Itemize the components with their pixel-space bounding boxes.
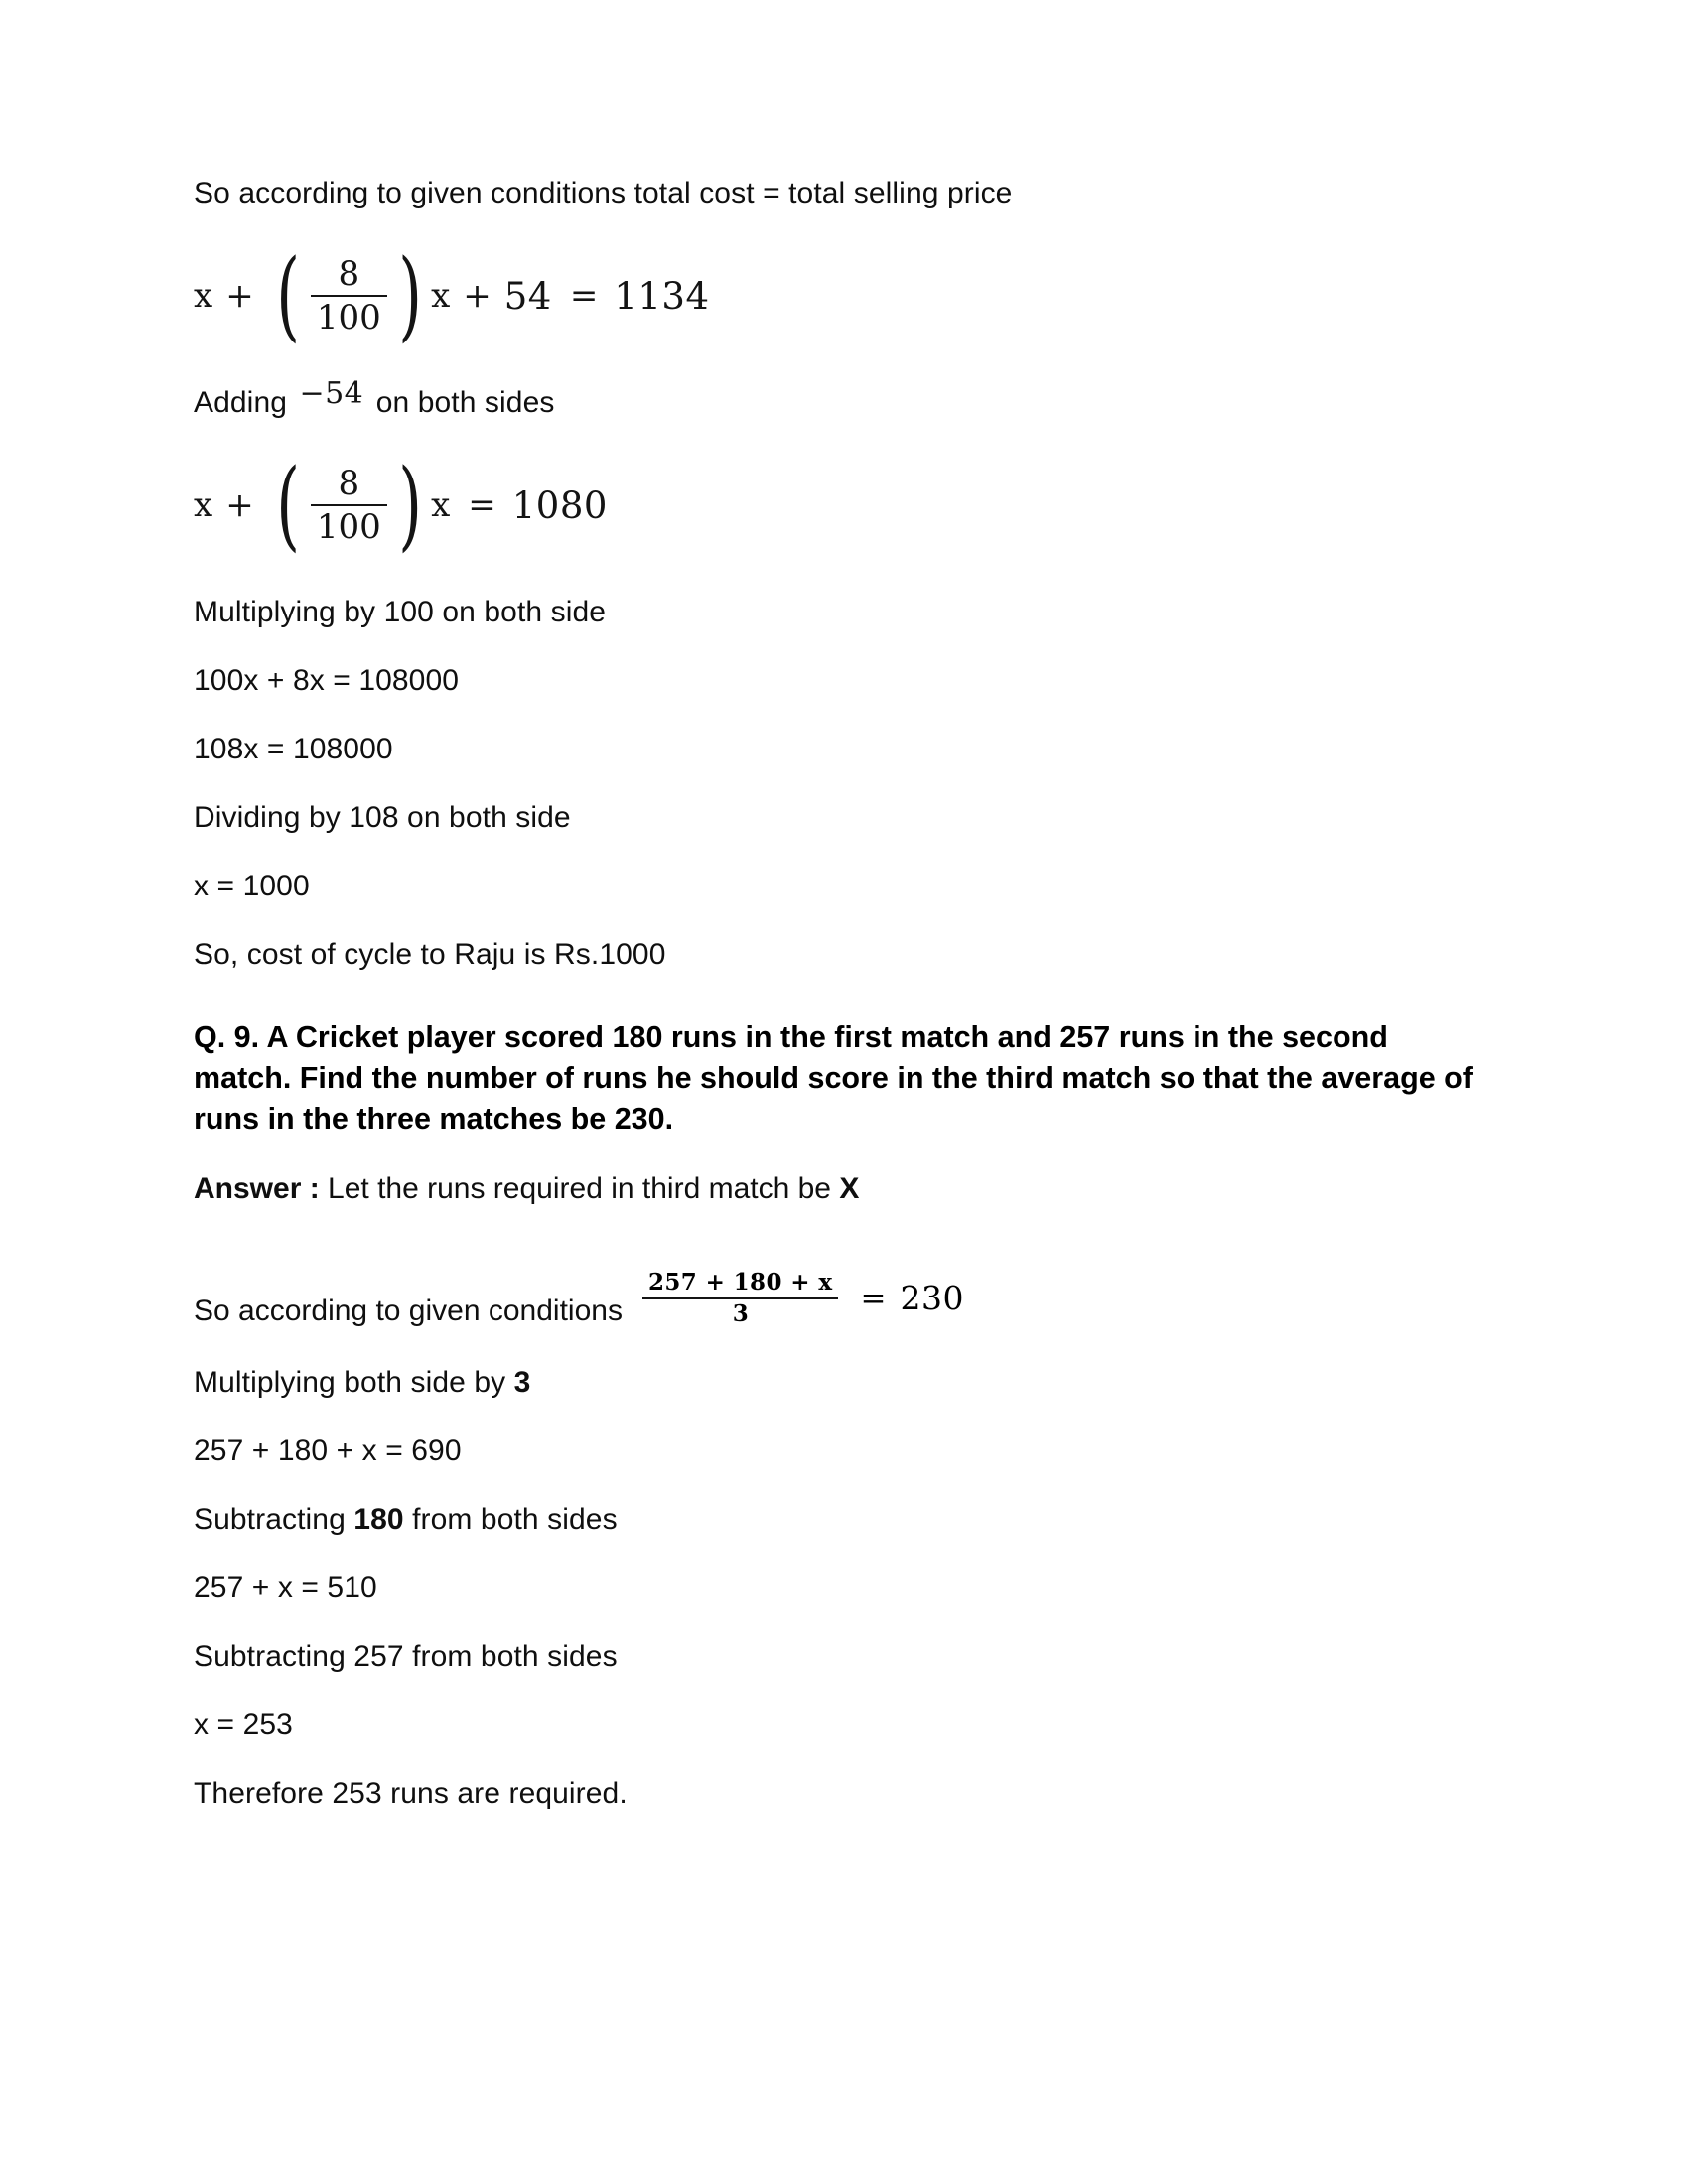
equation3-equals-sign: = — [860, 1280, 887, 1316]
equation-average-row — [194, 1238, 1494, 1333]
equation3-right-hand-side: 230 — [900, 1279, 964, 1318]
equation-total-cost — [194, 238, 1494, 352]
answer-text: Let the runs required in third match be — [319, 1171, 840, 1205]
paragraph-adding — [194, 376, 1494, 422]
given-conditions-lead: So according to given conditions — [194, 1294, 623, 1327]
left-paren-icon: ( — [275, 238, 300, 352]
subtract-180-suffix: from both sides — [403, 1502, 618, 1536]
equation-line-108x: 108x = 108000 — [194, 733, 393, 765]
subtract-180-prefix: Subtracting — [194, 1502, 354, 1536]
right-paren-icon: ) — [398, 448, 422, 562]
equation2-fraction-numerator: 8 — [338, 463, 360, 503]
equation1-lhs-variable: x — [194, 276, 213, 316]
equation2-right-hand-side: 1080 — [511, 483, 608, 527]
equation2-lhs-variable: x — [194, 485, 213, 525]
equation2-fraction — [305, 465, 393, 547]
equation3-fraction — [636, 1270, 845, 1327]
equation1-fraction-denominator: 100 — [316, 298, 381, 339]
equation-line-x-1000: x = 1000 — [194, 870, 310, 902]
equation1-addend: 54 — [503, 274, 552, 318]
right-paren-icon: ) — [398, 238, 422, 352]
paragraph-intro-condition: So according to given conditions total cost = total selling price — [194, 177, 1013, 209]
left-paren-icon: ( — [275, 448, 300, 562]
equation-line-x-253: x = 253 — [194, 1707, 293, 1741]
equation1-paren-group — [269, 238, 429, 352]
equation1-fraction — [305, 255, 393, 338]
paragraph-subtract-257: Subtracting 257 from both sides — [194, 1639, 618, 1673]
adding-suffix-text: on both sides — [367, 386, 555, 419]
equation2-paren-group — [269, 448, 429, 562]
page-content — [194, 174, 1494, 1843]
equation1-plus-operator-1: + — [225, 276, 254, 316]
equation2-multiplier-variable: x — [431, 485, 451, 525]
paragraph-multiply-3 — [194, 1363, 1494, 1402]
paragraph-divide-108: Dividing by 108 on both side — [194, 801, 571, 834]
equation-line-100x: 100x + 8x = 108000 — [194, 664, 460, 697]
equation1-fraction-numerator: 8 — [338, 253, 360, 294]
subtract-180-value: 180 — [353, 1502, 404, 1536]
answer-label: Answer : — [194, 1171, 320, 1205]
paragraph-multiply-100: Multiplying by 100 on both side — [194, 596, 607, 628]
equation1-multiplier-variable: x — [431, 276, 451, 316]
paragraph-cost-conclusion: So, cost of cycle to Raju is Rs.1000 — [194, 938, 666, 971]
equation3 — [636, 1270, 964, 1333]
equation3-fraction-denominator: 3 — [732, 1299, 749, 1327]
equation1-right-hand-side: 1134 — [614, 274, 710, 318]
adding-prefix-text: Adding — [194, 386, 296, 419]
answer-variable: X — [839, 1171, 860, 1205]
equation2-fraction-denominator: 100 — [316, 507, 381, 548]
adding-value-math: −54 — [299, 376, 364, 411]
question-9-heading: Q. 9. A Cricket player scored 180 runs in the first match and 257 runs in the second match. Find the number of runs he should score in the third match so that the average of runs in the three matches be 230. — [194, 1021, 1473, 1136]
multiply-3-value: 3 — [513, 1365, 531, 1399]
multiply-3-prefix: Multiplying both side by — [194, 1365, 514, 1399]
paragraph-subtract-180 — [194, 1500, 1494, 1539]
equation2-plus-operator: + — [225, 485, 254, 525]
equation-line-257-x: 257 + x = 510 — [194, 1570, 377, 1604]
answer-line — [194, 1169, 1494, 1208]
equation3-fraction-numerator: 257 + 180 + x — [647, 1269, 833, 1297]
equation1-plus-operator-2: + — [463, 276, 492, 316]
equation-after-adding — [194, 448, 1494, 562]
paragraph-conclusion: Therefore 253 runs are required. — [194, 1776, 628, 1810]
equation-line-257-180: 257 + 180 + x = 690 — [194, 1433, 462, 1467]
equation1-equals-sign: = — [569, 276, 599, 316]
equation2-equals-sign: = — [468, 485, 496, 525]
